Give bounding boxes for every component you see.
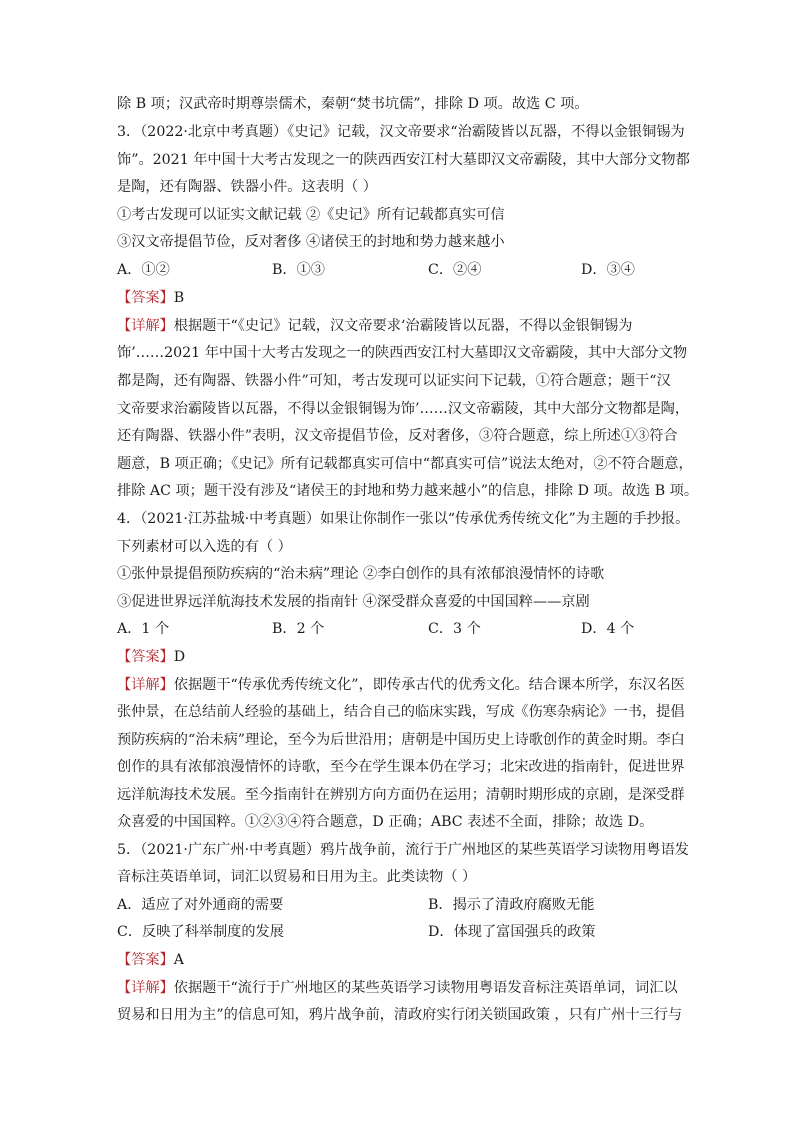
option-a: A．①② bbox=[117, 262, 170, 278]
option-b: B．①③ bbox=[272, 262, 325, 278]
option-c: C．②④ bbox=[428, 262, 482, 278]
detail-line: 众喜爱的中国国粹。①②③④符合题意，D 正确；ABC 表述不全面，排除；故选 D。 bbox=[117, 814, 654, 830]
question-3-stem: 3．（2022·北京中考真题）《史记》记载，汉文帝要求“治霸陵皆以瓦器，不得以金银铜锡为 bbox=[117, 124, 685, 140]
answer-value: B bbox=[173, 290, 185, 306]
statement-line: ③促进世界远洋航海技术发展的指南针 ④深受群众喜爱的中国国粹——京剧 bbox=[117, 594, 590, 610]
option-d: D．4 个 bbox=[581, 621, 635, 637]
detail-line: 文帝要求治霸陵皆以瓦器，不得以金银铜锡为饰’……汉文帝霸陵，其中大部分文物都是陶， bbox=[117, 401, 690, 417]
detail-label: 【详解】 bbox=[117, 318, 174, 334]
answer-line bbox=[117, 647, 185, 667]
option-c: C．3 个 bbox=[428, 621, 481, 637]
answer-value: A bbox=[173, 952, 185, 968]
detail-line: 排除 AC 项；题干没有涉及“诸侯王的封地和势力越来越小”的信息，排除 D 项。故选 B 项。 bbox=[117, 483, 699, 499]
text-line: 除 B 项；汉武帝时期尊崇儒术，秦朝“焚书坑儒”，排除 D 项。故选 C 项。 bbox=[117, 96, 589, 112]
option-b: B．揭示了清政府腐败无能 bbox=[428, 897, 595, 913]
detail-line: 张仲景，在总结前人经验的基础上，结合自己的临床实践，写成《伤寒杂病论》一书，提倡 bbox=[117, 704, 685, 720]
text-line: 下列素材可以入选的有（ ） bbox=[117, 539, 292, 555]
option-d: D．③④ bbox=[581, 262, 635, 278]
answer-label: 【答案】 bbox=[117, 290, 174, 306]
answer-value: D bbox=[173, 649, 186, 665]
detail-line: 创作的具有浓郁浪漫情怀的诗歌，至今在学生课本仍在学习；北宋改进的指南针，促进世界 bbox=[117, 759, 685, 775]
detail-line bbox=[117, 675, 685, 695]
option-a: A．1 个 bbox=[117, 621, 170, 637]
detail-text: 依据题干“流行于广州地区的某些英语学习读物用粤语发音标注英语单词，词汇以 bbox=[173, 980, 678, 996]
detail-line bbox=[117, 316, 632, 336]
statement-line: ①张仲景提倡预防疾病的“治未病”理论 ②李白创作的具有浓郁浪漫情怀的诗歌 bbox=[117, 566, 605, 582]
answer-line bbox=[117, 950, 184, 970]
text-line: 饰”。2021 年中国十大考古发现之一的陕西西安江村大墓即汉文帝霸陵，其中大部分文物都 bbox=[117, 152, 690, 168]
option-b: B．2 个 bbox=[272, 621, 325, 637]
detail-line: 还有陶器、铁器小件”表明，汉文帝提倡节俭，反对奢侈，③符合题意，综上所述①③符合 bbox=[117, 428, 678, 444]
text-line: 是陶，还有陶器、铁器小件。这表明（ ） bbox=[117, 179, 377, 195]
detail-line: 贸易和日用为主”的信息可知，鸦片战争前，清政府实行闭关锁国政策 ，只有广州十三行与 bbox=[117, 1007, 683, 1023]
answer-label: 【答案】 bbox=[117, 952, 174, 968]
detail-line: 饰’……2021 年中国十大考古发现之一的陕西西安江村大墓即汉文帝霸陵，其中大部分文物 bbox=[117, 345, 688, 361]
detail-text: 根据题干“《史记》记载，汉文帝要求‘治霸陵皆以瓦器，不得以金银铜锡为 bbox=[173, 318, 633, 334]
answer-label: 【答案】 bbox=[117, 649, 174, 665]
answer-line bbox=[117, 288, 184, 308]
option-d: D．体现了富国强兵的政策 bbox=[428, 924, 596, 940]
detail-line: 远洋航海技术发展。至今指南针在辨别方向方面仍在运用；清朝时期形成的京剧，是深受群 bbox=[117, 787, 685, 803]
statement-line: ③汉文帝提倡节俭，反对奢侈 ④诸侯王的封地和势力越来越小 bbox=[117, 234, 505, 250]
detail-line bbox=[117, 978, 678, 998]
detail-line: 题意，B 项正确；《史记》所有记载都真实可信中“都真实可信”说法太绝对，②不符合题意， bbox=[117, 456, 693, 472]
detail-label: 【详解】 bbox=[117, 980, 174, 996]
detail-line: 都是陶，还有陶器、铁器小件”可知，考古发现可以证实问下记载，①符合题意；题干“汉 bbox=[117, 373, 671, 389]
option-c: C．反映了科举制度的发展 bbox=[117, 924, 284, 940]
detail-label: 【详解】 bbox=[117, 677, 174, 693]
text-line: 音标注英语单词，词汇以贸易和日用为主。此类读物（ ） bbox=[117, 869, 477, 885]
detail-line: 预防疾病的“治未病”理论，至今为后世沿用；唐朝是中国历史上诗歌创作的黄金时期。李白 bbox=[117, 732, 685, 748]
question-5-stem: 5．（2021·广东广州·中考真题）鸦片战争前，流行于广州地区的某些英语学习读物用粤语发 bbox=[117, 842, 689, 858]
statement-line: ①考古发现可以证实文献记载 ②《史记》所有记载都真实可信 bbox=[117, 207, 505, 223]
question-4-stem: 4．（2021·江苏盐城·中考真题）如果让你制作一张以“传承优秀传统文化”为主题的手抄报。 bbox=[117, 511, 690, 527]
detail-text: 依据题干“传承优秀传统文化”，即传承古代的优秀文化。结合课本所学，东汉名医 bbox=[173, 677, 685, 693]
option-a: A．适应了对外通商的需要 bbox=[117, 897, 284, 913]
